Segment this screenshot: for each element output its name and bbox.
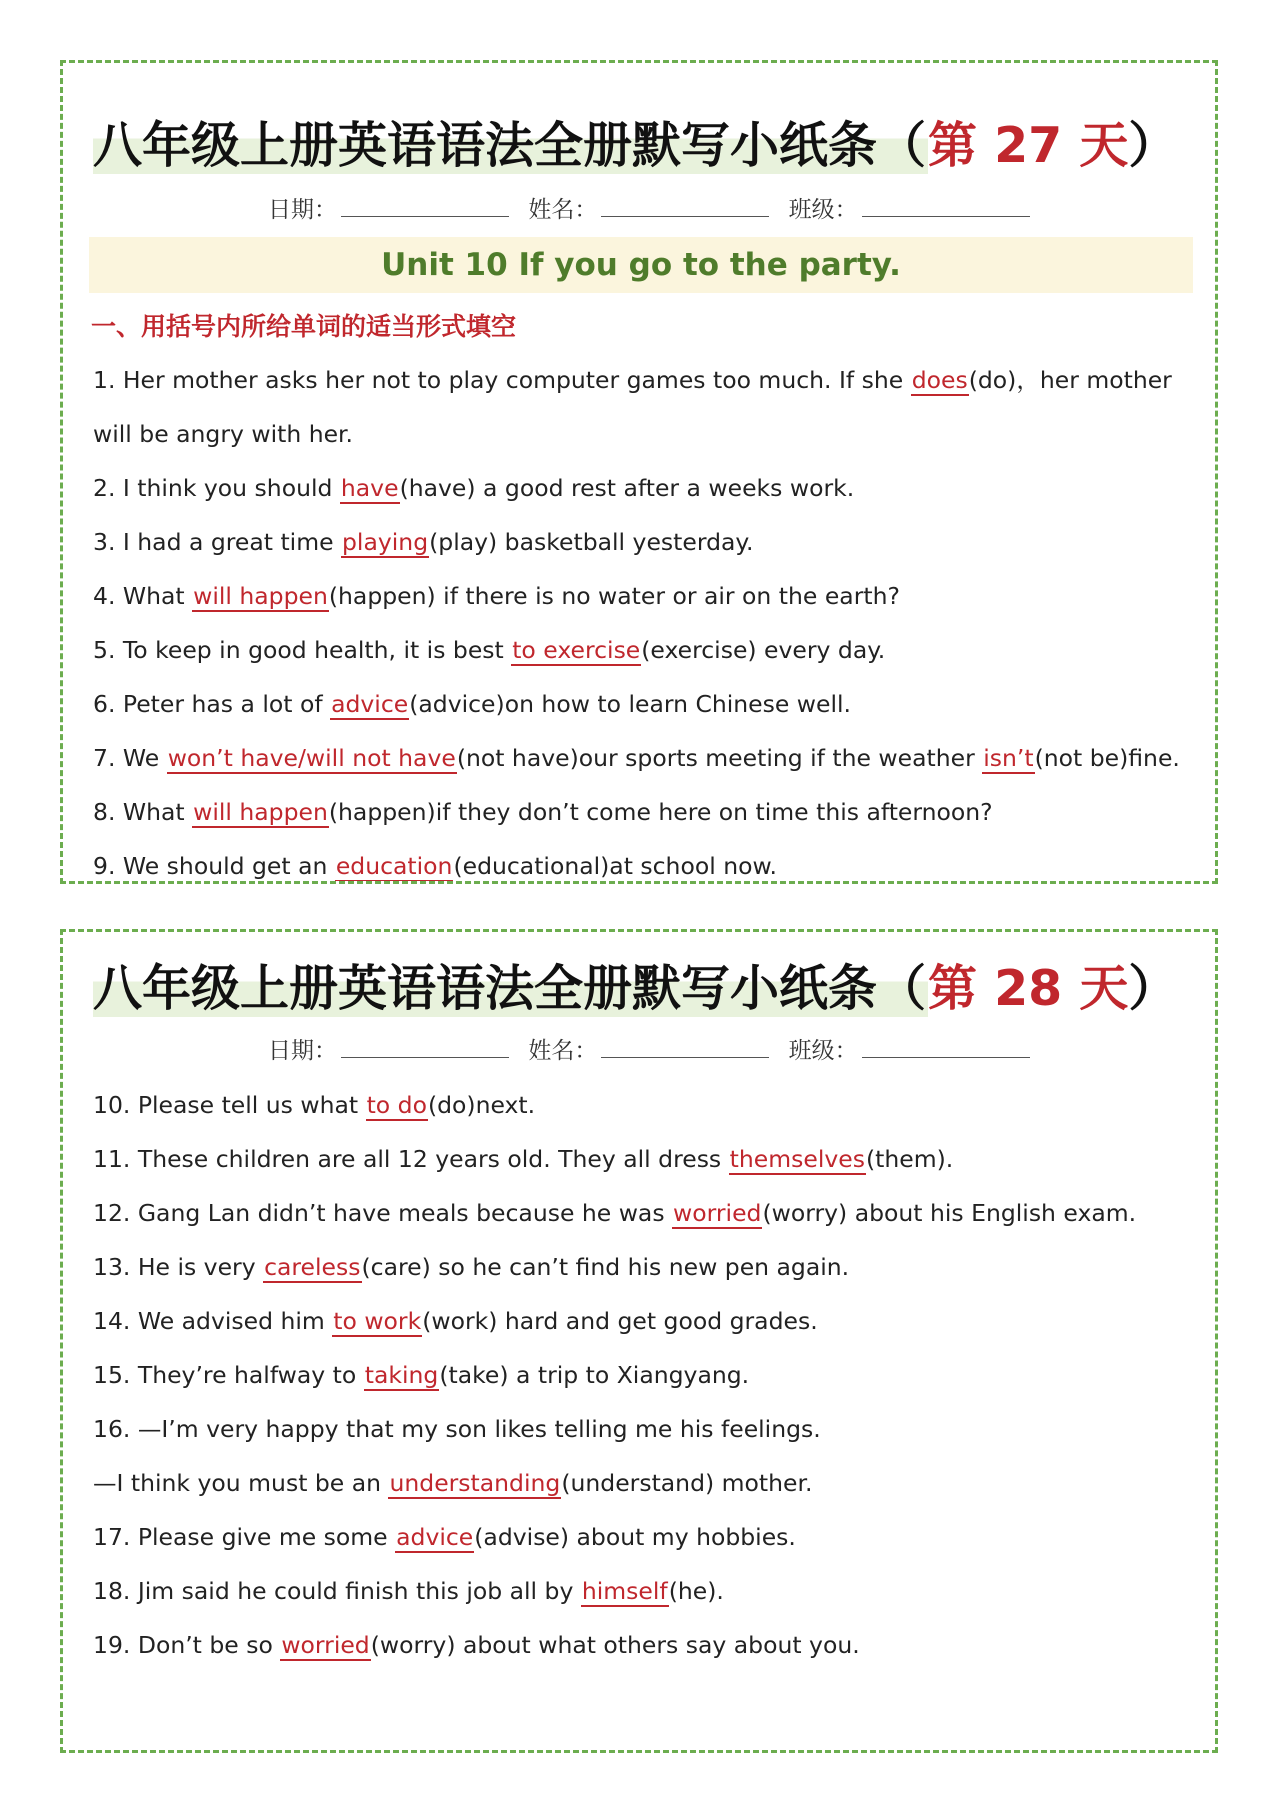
exercise-text: 17. Please give me some [93, 1523, 396, 1551]
name-field[interactable]: 姓名： [528, 191, 769, 224]
exercise-line [93, 461, 1197, 515]
class-field[interactable]: 班级： [789, 191, 1030, 224]
page-title: 八年级上册英语语法全册默写小纸条（第 28 天） [93, 960, 1178, 1017]
info-line [268, 191, 1042, 224]
exercise-text: 18. Jim said he could finish this job all by [93, 1577, 581, 1605]
answer-text: himself [581, 1577, 668, 1605]
class-field[interactable]: 班级： [789, 1032, 1030, 1065]
exercise-text: 19. Don’t be so [93, 1631, 281, 1659]
exercise-text: (he). [668, 1577, 724, 1605]
exercise-line [93, 1564, 1197, 1618]
exercise-text: 11. These children are all 12 years old. They all dress [93, 1145, 729, 1173]
exercise-text: 1. Her mother asks her not to play computer games too much. If she [93, 366, 911, 394]
exercise-line [93, 569, 1197, 623]
page-title: 八年级上册英语语法全册默写小纸条（第 27 天） [93, 117, 1178, 174]
exercise-line [93, 1402, 1197, 1456]
exercise-text: (worry) about his English exam. [762, 1199, 1137, 1227]
answer-text: worried [281, 1631, 370, 1659]
exercise-line [93, 1132, 1197, 1186]
exercise-text: (take) a trip to Xiangyang. [439, 1361, 750, 1389]
answer-text: worried [673, 1199, 762, 1227]
exercise-list [93, 353, 1197, 884]
answer-text: careless [264, 1253, 361, 1281]
exercise-line [93, 1294, 1197, 1348]
exercise-text: 8. What [93, 798, 193, 826]
exercise-text: (not have)our sports meeting if the weather [456, 744, 983, 772]
exercise-text: (have) a good rest after a weeks work. [399, 474, 855, 502]
exercise-text: (play) basketball yesterday. [429, 528, 754, 556]
exercise-text: (understand) mother. [561, 1469, 813, 1497]
exercise-text: 13. He is very [93, 1253, 264, 1281]
exercise-line [93, 839, 1197, 884]
exercise-text: (exercise) every day. [641, 636, 886, 664]
exercise-text: 4. What [93, 582, 193, 610]
info-line [268, 1032, 1042, 1065]
exercise-text: (them). [865, 1145, 954, 1173]
exercise-line [93, 731, 1197, 785]
answer-text: won’t have/will not have [167, 744, 456, 772]
answer-text: advice [331, 690, 409, 718]
answer-text: does [911, 366, 968, 394]
exercise-text: will be angry with her. [93, 420, 354, 448]
exercise-text: 15. They’re halfway to [93, 1361, 364, 1389]
answer-text: taking [364, 1361, 439, 1389]
answer-text: understanding [389, 1469, 561, 1497]
exercise-text: 3. I had a great time [93, 528, 342, 556]
exercise-text: (worry) about what others say about you. [370, 1631, 860, 1659]
answer-text: playing [342, 528, 429, 556]
exercise-line [93, 1456, 1197, 1510]
exercise-line [93, 1618, 1197, 1672]
exercise-line [93, 677, 1197, 731]
exercise-text: (educational)at school now. [453, 852, 778, 880]
exercise-line [93, 1510, 1197, 1564]
exercise-text: 2. I think you should [93, 474, 340, 502]
exercise-line [93, 407, 1197, 461]
exercise-text: 10. Please tell us what [93, 1091, 366, 1119]
exercise-text: 14. We advised him [93, 1307, 333, 1335]
exercise-text: (advice)on how to learn Chinese well. [409, 690, 852, 718]
exercise-text: (happen) if there is no water or air on the earth? [328, 582, 900, 610]
exercise-text: 6. Peter has a lot of [93, 690, 331, 718]
exercise-text: (do)，her mother [968, 366, 1172, 394]
exercise-line [93, 1240, 1197, 1294]
exercise-text: 9. We should get an [93, 852, 335, 880]
exercise-line [93, 1078, 1197, 1132]
answer-text: isn’t [983, 744, 1034, 772]
exercise-text: 5. To keep in good health, it is best [93, 636, 512, 664]
exercise-line [93, 623, 1197, 677]
section-heading: 一、用括号内所给单词的适当形式填空 [91, 312, 517, 341]
answer-text: to do [366, 1091, 427, 1119]
answer-text: have [340, 474, 399, 502]
exercise-text: (advise) about my hobbies. [474, 1523, 796, 1551]
worksheet-card-day28 [60, 929, 1218, 1753]
exercise-text: 12. Gang Lan didn’t have meals because he was [93, 1199, 673, 1227]
exercise-line [93, 1348, 1197, 1402]
exercise-line [93, 353, 1197, 407]
date-field[interactable]: 日期： [268, 191, 509, 224]
day-label: 第 28 天 [928, 960, 1129, 1017]
exercise-text: (happen)if they don’t come here on time this afternoon? [328, 798, 993, 826]
worksheet-card-day27 [60, 60, 1218, 884]
exercise-text: (care) so he can’t find his new pen again. [361, 1253, 850, 1281]
exercise-line [93, 515, 1197, 569]
exercise-text: (work) hard and get good grades. [422, 1307, 818, 1335]
exercise-text: —I think you must be an [93, 1469, 389, 1497]
exercise-list [93, 1078, 1197, 1672]
exercise-text: (not be)fine. [1034, 744, 1180, 772]
name-field[interactable]: 姓名： [528, 1032, 769, 1065]
exercise-text: (do)next. [427, 1091, 536, 1119]
answer-text: to work [333, 1307, 422, 1335]
exercise-text: 7. We [93, 744, 167, 772]
answer-text: advice [396, 1523, 474, 1551]
date-field[interactable]: 日期： [268, 1032, 509, 1065]
answer-text: will happen [193, 582, 328, 610]
exercise-text: 16. —I’m very happy that my son likes telling me his feelings. [93, 1415, 821, 1443]
day-label: 第 27 天 [928, 117, 1129, 174]
exercise-line [93, 785, 1197, 839]
unit-heading: Unit 10 If you go to the party. [89, 237, 1193, 293]
answer-text: to exercise [512, 636, 641, 664]
exercise-line [93, 1186, 1197, 1240]
answer-text: will happen [193, 798, 328, 826]
answer-text: education [335, 852, 453, 880]
answer-text: themselves [729, 1145, 865, 1173]
